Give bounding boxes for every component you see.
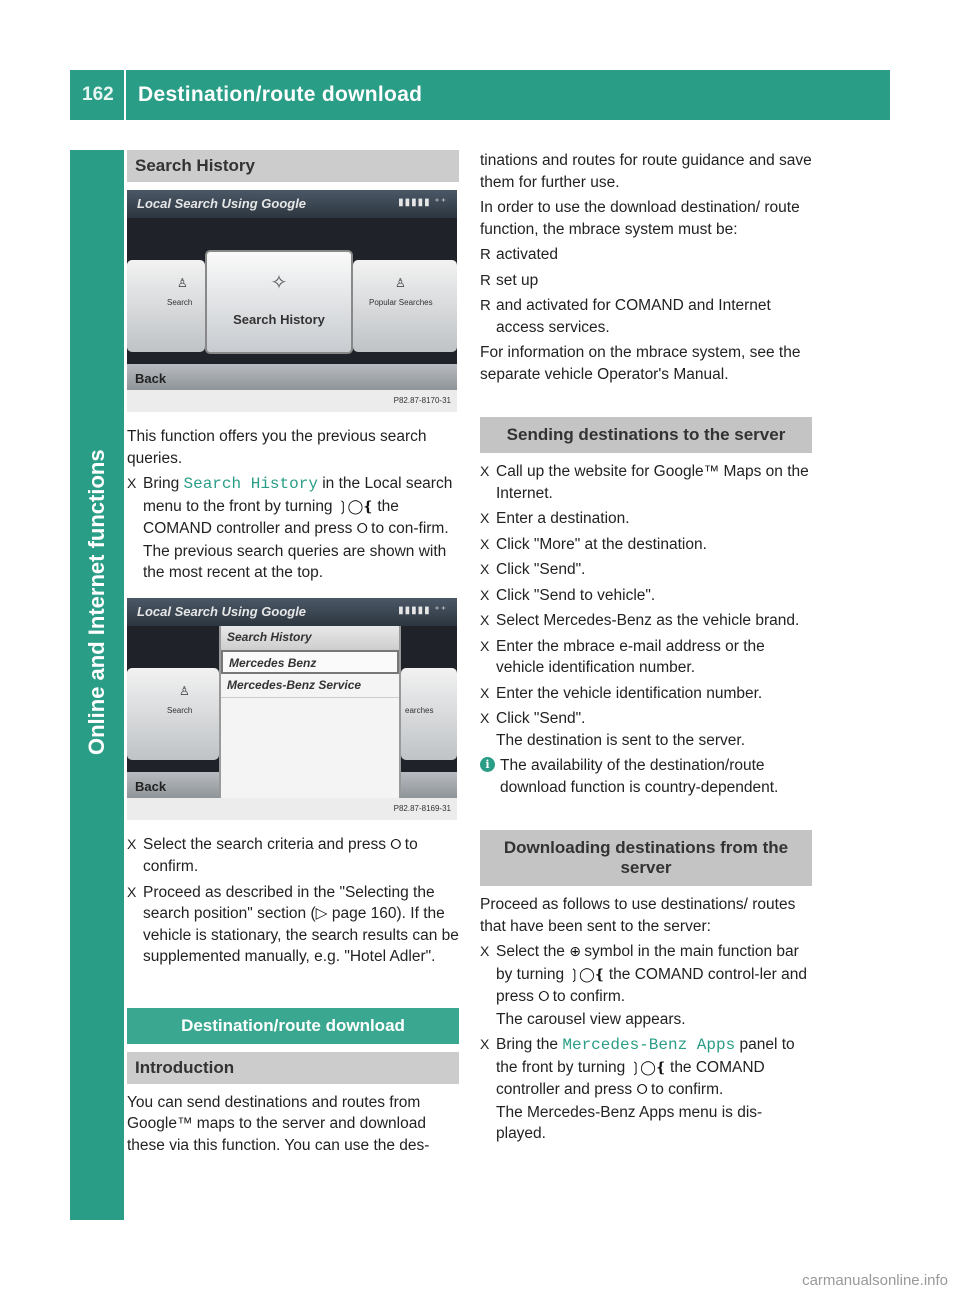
- chapter-side-tab: [70, 150, 124, 1220]
- side-label-search: Search: [167, 298, 193, 307]
- highlight-mercedes-benz-apps: Mercedes-Benz Apps: [562, 1036, 736, 1054]
- step-result: The destination is sent to the server.: [496, 731, 745, 749]
- signal-icon: ▮▮▮▮▮ ⁺⁺: [398, 604, 447, 616]
- step-proceed: X Proceed as described in the "Selecting the search position" section (▷ page 160). If the vehicle is stationary, the search results can be supplemented manually, e.g. "Hotel Adler".: [127, 883, 459, 965]
- list-item: R activated: [480, 246, 559, 263]
- turn-controller-icon: ❳◯❴: [568, 966, 605, 983]
- turn-controller-icon: ❳◯❴: [336, 498, 374, 515]
- history-icon: ✧: [270, 272, 288, 294]
- mbrace-info-text: For information on the mbrace system, see the separate vehicle Operator's Manual.: [480, 344, 801, 383]
- shot-title: Local Search Using Google: [137, 603, 307, 619]
- highlight-search-history: Search History: [183, 475, 318, 493]
- search-history-list: [219, 626, 401, 798]
- info-icon: i: [480, 757, 495, 772]
- search-history-description: This function offers you the previous search queries.: [127, 428, 427, 467]
- press-controller-icon: ⭘: [356, 521, 367, 537]
- page-number: 162: [70, 70, 126, 120]
- search-person-icon: ♙: [179, 683, 190, 698]
- send-step: X Click "Send".: [480, 561, 586, 578]
- side-panel-popular: [353, 260, 457, 352]
- turn-controller-icon: ❳◯❴: [629, 1059, 666, 1076]
- image-reference: P82.87-8170-31: [127, 390, 457, 412]
- search-person-icon: ♙: [177, 276, 188, 290]
- side-label-popular: earches: [405, 705, 434, 715]
- step-select-criteria: X Select the search criteria and press ⭘ to confirm.: [127, 835, 418, 875]
- side-panel-search: [127, 668, 219, 760]
- shot-title: Local Search Using Google: [137, 196, 307, 211]
- list-item-selected: Mercedes Benz: [221, 650, 399, 674]
- list-item: R set up: [480, 271, 539, 289]
- back-label: Back: [135, 371, 167, 386]
- send-step: X Click "Send". The destination is sent to the server.: [480, 708, 812, 751]
- center-panel-search-history: [205, 250, 353, 354]
- footer-site-link[interactable]: carmanualsonline.info: [802, 1272, 948, 1289]
- send-step: X Enter a destination.: [480, 510, 630, 527]
- downloading-intro: Proceed as follows to use destinations/ routes that have been sent to the server:: [480, 896, 796, 935]
- popular-person-icon: ♙: [395, 276, 406, 290]
- side-panel-popular: [401, 668, 457, 760]
- section-heading-search-history: Search History: [127, 150, 459, 182]
- press-controller-icon: ⭘: [538, 989, 549, 1005]
- section-heading-destination-download: Destination/route download: [127, 1008, 459, 1044]
- send-step: X Select Mercedes-Benz as the vehicle brand.: [480, 612, 800, 629]
- globe-icon: ⊕: [569, 944, 580, 960]
- download-step: X Bring the Mercedes-Benz Apps panel to the front by turning ❳◯❴ the COMAND controller and press ⭘ to confirm. The Mercedes-Benz Apps menu is dis-played.: [480, 1034, 812, 1145]
- screenshot-search-history-list: [127, 598, 457, 820]
- header-title: Destination/route download: [138, 83, 423, 106]
- image-reference: P82.87-8169-31: [127, 798, 457, 820]
- signal-icon: ▮▮▮▮▮ ⁺⁺: [398, 197, 447, 208]
- step-result: The Mercedes-Benz Apps menu is dis-played.: [496, 1103, 763, 1142]
- send-step: X Click "More" at the destination.: [480, 535, 707, 553]
- page-header: [70, 70, 890, 120]
- back-label: Back: [135, 778, 167, 794]
- section-heading-introduction: Introduction: [127, 1052, 459, 1084]
- side-panel-search: [127, 260, 205, 352]
- right-column: [480, 150, 812, 1149]
- send-step: X Call up the website for Google™ Maps on the Internet.: [480, 463, 809, 502]
- introduction-text: You can send destinations and routes from Google™ maps to the server and download these via this function. You can use the des-: [127, 1093, 430, 1154]
- press-controller-icon: ⭘: [636, 1082, 647, 1098]
- send-step: X Enter the mbrace e-mail address or the vehicle identification number.: [480, 637, 765, 676]
- step-bring-search-history: X Bring Search History in the Local search menu to the front by turning ❳◯❴ the COMAND controller and press ⭘ to con-firm. The previous search queries are shown with the most recent at the top.: [127, 473, 459, 584]
- press-controller-icon: ⭘: [390, 836, 401, 853]
- side-label-search: Search: [167, 705, 193, 715]
- continued-text: tinations and routes for route guidance and save them for further use.: [480, 152, 812, 191]
- list-item: R and activated for COMAND and Internet access services.: [480, 297, 771, 336]
- download-step: X Select the ⊕ symbol in the main function bar by turning ❳◯❴ the COMAND control-ler and press ⭘ to confirm. The carousel view appears.: [480, 941, 812, 1030]
- send-step: X Enter the vehicle identification number.: [480, 684, 763, 702]
- list-header: Search History: [221, 626, 399, 650]
- section-heading-sending: Sending destinations to the server: [480, 417, 812, 453]
- left-column: [127, 150, 459, 1160]
- side-tab-label: Online and Internet functions: [84, 449, 109, 755]
- requirements-text: In order to use the download destination/ route function, the mbrace system must be:: [480, 199, 800, 238]
- step-arrow: X: [127, 475, 137, 491]
- send-step: X Click "Send to vehicle".: [480, 586, 656, 604]
- info-note: i The availability of the destination/route download function is country-dependent.: [480, 755, 812, 798]
- side-label-popular: Popular Searches: [369, 298, 433, 307]
- center-label: Search History: [233, 312, 325, 327]
- step-result: The previous search queries are shown with the most recent at the top.: [143, 542, 447, 581]
- step-result: The carousel view appears.: [496, 1010, 686, 1028]
- screenshot-search-history-carousel: [127, 190, 457, 412]
- list-item: Mercedes-Benz Service: [221, 674, 399, 698]
- section-heading-downloading: Downloading destinations from the server: [480, 830, 812, 886]
